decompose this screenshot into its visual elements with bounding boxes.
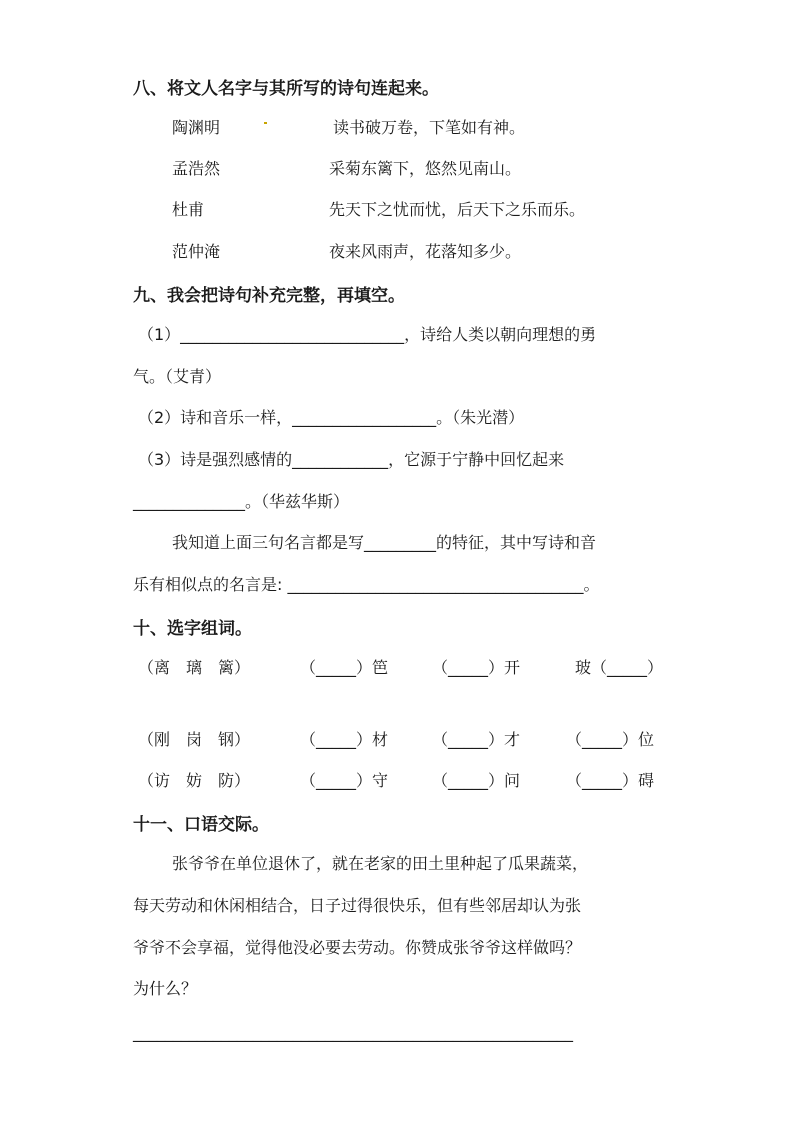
char-group: （访 妨 防）: [138, 771, 251, 790]
summary-line1: 我知道上面三句名言都是写_________的特征，其中写诗和音: [172, 533, 597, 552]
word-blank: （_____）材: [300, 730, 389, 749]
poem-line: 读书破万卷，下笔如有神。: [333, 118, 526, 137]
dialogue-line2: 每天劳动和休闲相结合，日子过得很快乐，但有些邻居却认为张: [133, 896, 582, 915]
poet-name: 杜甫: [172, 200, 205, 219]
word-blank: （_____）位: [566, 730, 655, 749]
summary-line2: 乐有相似点的名言是: _____________________________________。: [133, 575, 600, 594]
word-blank: （_____）开: [432, 658, 521, 677]
poem-line: 夜来风雨声，花落知多少。: [329, 242, 522, 261]
question-1-line2: 气。（艾青）: [133, 367, 222, 386]
poet-name: 范仲淹: [172, 242, 221, 261]
question-2: （2）诗和音乐一样，__________________。（朱光潜）: [138, 408, 525, 427]
word-blank: （_____）碍: [566, 771, 655, 790]
poet-name: 孟浩然: [172, 159, 221, 178]
question-3-line1: （3）诗是强烈感情的____________，它源于宁静中回忆起来: [138, 450, 565, 469]
stray-mark: [264, 122, 267, 124]
poem-line: 先天下之忧而忧，后天下之乐而乐。: [329, 200, 586, 219]
word-blank: （_____）才: [432, 730, 521, 749]
section10-heading: 十、选字组词。: [133, 619, 252, 639]
poem-line: 采菊东篱下，悠然见南山。: [329, 159, 522, 178]
word-blank: 玻（_____）: [575, 658, 664, 677]
dialogue-line1: 张爷爷在单位退休了，就在老家的田土里种起了瓜果蔬菜，: [172, 854, 589, 873]
dialogue-line3: 爷爷不会享福，觉得他没必要去劳动。你赞成张爷爷这样做吗？: [133, 938, 582, 957]
word-blank: （_____）笆: [300, 658, 389, 677]
char-group: （离 璃 篱）: [138, 658, 251, 677]
dialogue-line4: 为什么？: [133, 979, 198, 998]
word-blank: （_____）守: [300, 771, 389, 790]
question-3-line2: ______________。（华兹华斯）: [133, 492, 350, 511]
section11-heading: 十一、口语交际。: [133, 815, 269, 835]
word-blank: （_____）问: [432, 771, 521, 790]
question-1-line1: （1）____________________________，诗给人类以朝向理想的勇: [138, 325, 597, 344]
section9-heading: 九、我会把诗句补充完整，再填空。: [133, 286, 405, 306]
char-group: （刚 岗 钢）: [138, 730, 251, 749]
section8-heading: 八、将文人名字与其所写的诗句连起来。: [133, 79, 439, 99]
answer-line: _______________________________________________________: [133, 1023, 573, 1042]
poet-name: 陶渊明: [172, 118, 221, 137]
